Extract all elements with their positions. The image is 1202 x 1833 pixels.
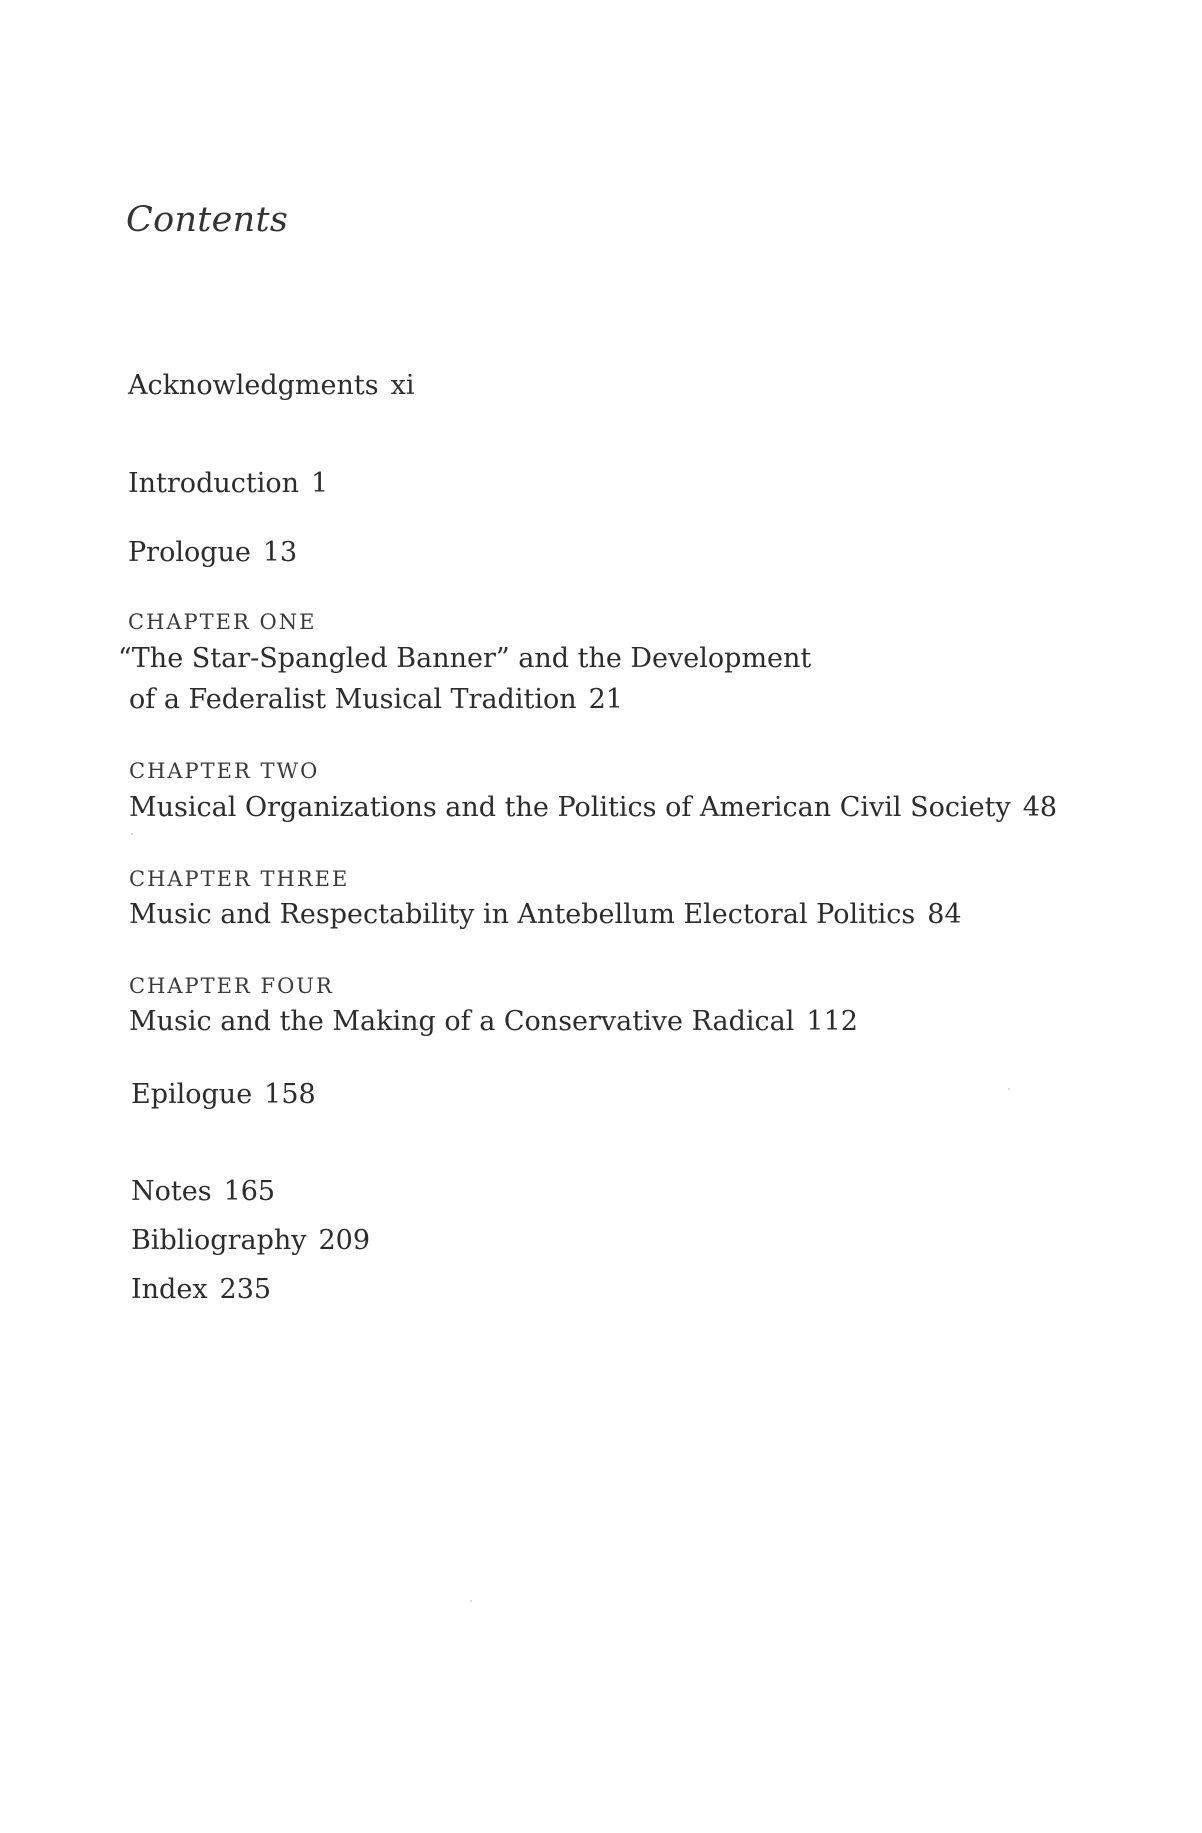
toc-entry-acknowledgments[interactable] — [128, 372, 414, 399]
toc-entry-label: Notes — [131, 1176, 212, 1207]
scan-speck — [470, 1600, 472, 1602]
toc-entry-page: 84 — [927, 899, 962, 930]
scan-speck — [1008, 1088, 1010, 1090]
chapter-one-label: CHAPTER ONE — [128, 610, 317, 634]
toc-entry-label: Prologue — [128, 537, 251, 568]
toc-entry-label: Epilogue — [131, 1079, 253, 1110]
chapter-three-title[interactable] — [129, 901, 962, 928]
chapter-title-text: Music and Respectability in Antebellum Electoral Politics — [129, 899, 916, 930]
chapter-one-title-line2[interactable] — [129, 686, 623, 713]
toc-entry-label: Bibliography — [131, 1225, 307, 1256]
toc-entry-page: 1 — [311, 468, 329, 499]
toc-entry-introduction[interactable] — [128, 470, 328, 497]
chapter-title-text: of a Federalist Musical Tradition — [129, 684, 577, 715]
scan-speck — [131, 833, 133, 835]
chapter-two-label: CHAPTER TWO — [129, 759, 320, 783]
toc-entry-label: Acknowledgments — [128, 370, 379, 401]
toc-entry-epilogue[interactable] — [131, 1081, 316, 1108]
toc-entry-page: 112 — [806, 1006, 858, 1037]
chapter-title-text: Music and the Making of a Conservative Radical — [129, 1006, 795, 1037]
chapter-four-title[interactable] — [129, 1008, 858, 1035]
chapter-title-text: Musical Organizations and the Politics of American Civil Society — [129, 792, 1011, 823]
chapter-four-label: CHAPTER FOUR — [129, 974, 334, 998]
toc-entry-page: 48 — [1022, 792, 1058, 823]
toc-entry-label: Index — [131, 1274, 208, 1305]
chapter-three-label: CHAPTER THREE — [129, 867, 350, 891]
toc-entry-prologue[interactable] — [128, 539, 297, 566]
toc-entry-page: 209 — [318, 1225, 371, 1256]
toc-entry-page: 13 — [262, 537, 298, 568]
toc-entry-index[interactable] — [131, 1276, 271, 1303]
page-title: Contents — [126, 200, 289, 240]
chapter-two-title[interactable] — [129, 794, 1057, 821]
toc-entry-notes[interactable] — [131, 1178, 275, 1205]
toc-entry-page: 235 — [219, 1274, 272, 1305]
chapter-one-title-line1[interactable] — [118, 645, 811, 672]
toc-entry-page: 21 — [588, 684, 623, 715]
toc-entry-page: 158 — [264, 1079, 316, 1110]
toc-entry-page: 165 — [223, 1176, 276, 1207]
toc-entry-page: xi — [390, 370, 415, 401]
toc-entry-label: Introduction — [128, 468, 299, 499]
chapter-title-text: “The Star-Spangled Banner” and the Development — [118, 643, 812, 674]
toc-entry-bibliography[interactable] — [131, 1227, 370, 1254]
